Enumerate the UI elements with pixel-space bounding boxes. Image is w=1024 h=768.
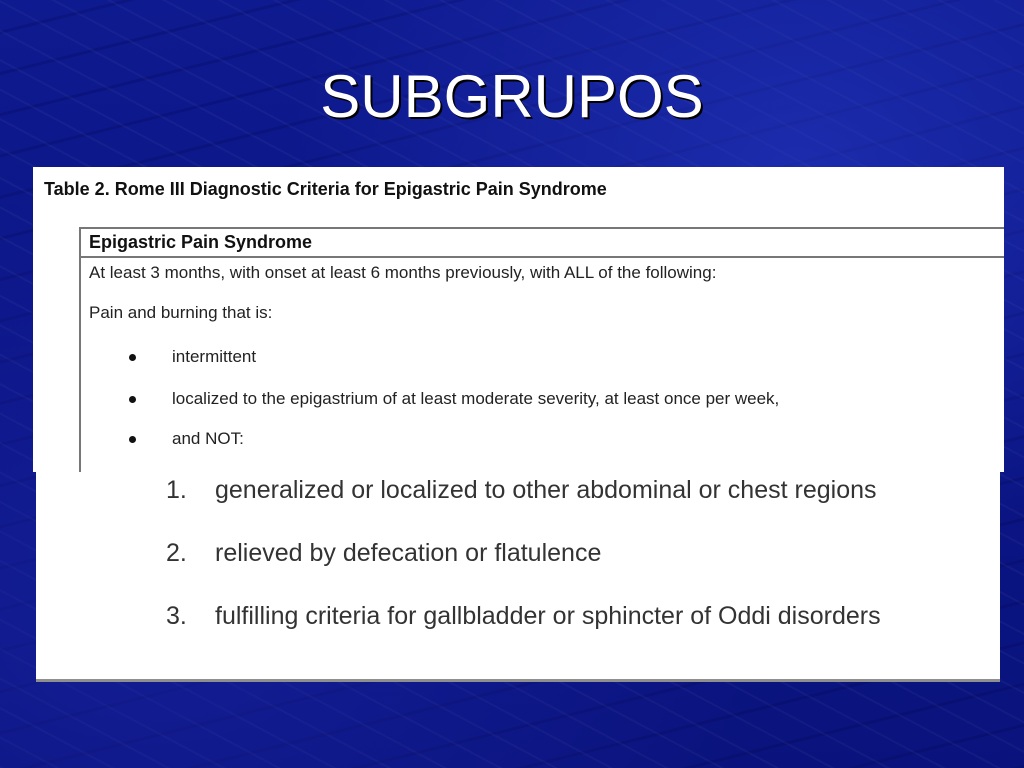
exclusion-list-image — [36, 472, 1000, 682]
bullet-dot-icon — [129, 354, 136, 361]
table-caption: Table 2. Rome III Diagnostic Criteria for Epigastric Pain Syndrome — [44, 179, 607, 199]
bullet-dot-icon — [129, 436, 136, 443]
pain-label: Pain and burning that is: — [89, 303, 273, 322]
criteria-intro: At least 3 months, with onset at least 6 months previously, with ALL of the following: — [89, 263, 717, 282]
syndrome-table — [79, 227, 1004, 472]
bullet-text: and NOT: — [172, 429, 244, 448]
bullet-text: intermittent — [172, 347, 257, 366]
list-number: 2. — [166, 539, 187, 567]
bullet-text: localized to the epigastrium of at least moderate severity, at least once per week, — [172, 389, 780, 408]
slide-title: SUBGRUPOS — [320, 63, 704, 130]
bullet-dot-icon — [129, 396, 136, 403]
list-number: 3. — [166, 602, 187, 630]
syndrome-header-label: Epigastric Pain Syndrome — [89, 232, 313, 252]
list-number: 1. — [166, 476, 187, 504]
list-text: relieved by defecation or flatulence — [215, 539, 602, 567]
criteria-table-image — [33, 167, 1004, 472]
list-text: generalized or localized to other abdominal or chest regions — [215, 476, 877, 504]
list-text: fulfilling criteria for gallbladder or sphincter of Oddi disorders — [215, 602, 881, 630]
syndrome-table-header — [81, 229, 1004, 258]
